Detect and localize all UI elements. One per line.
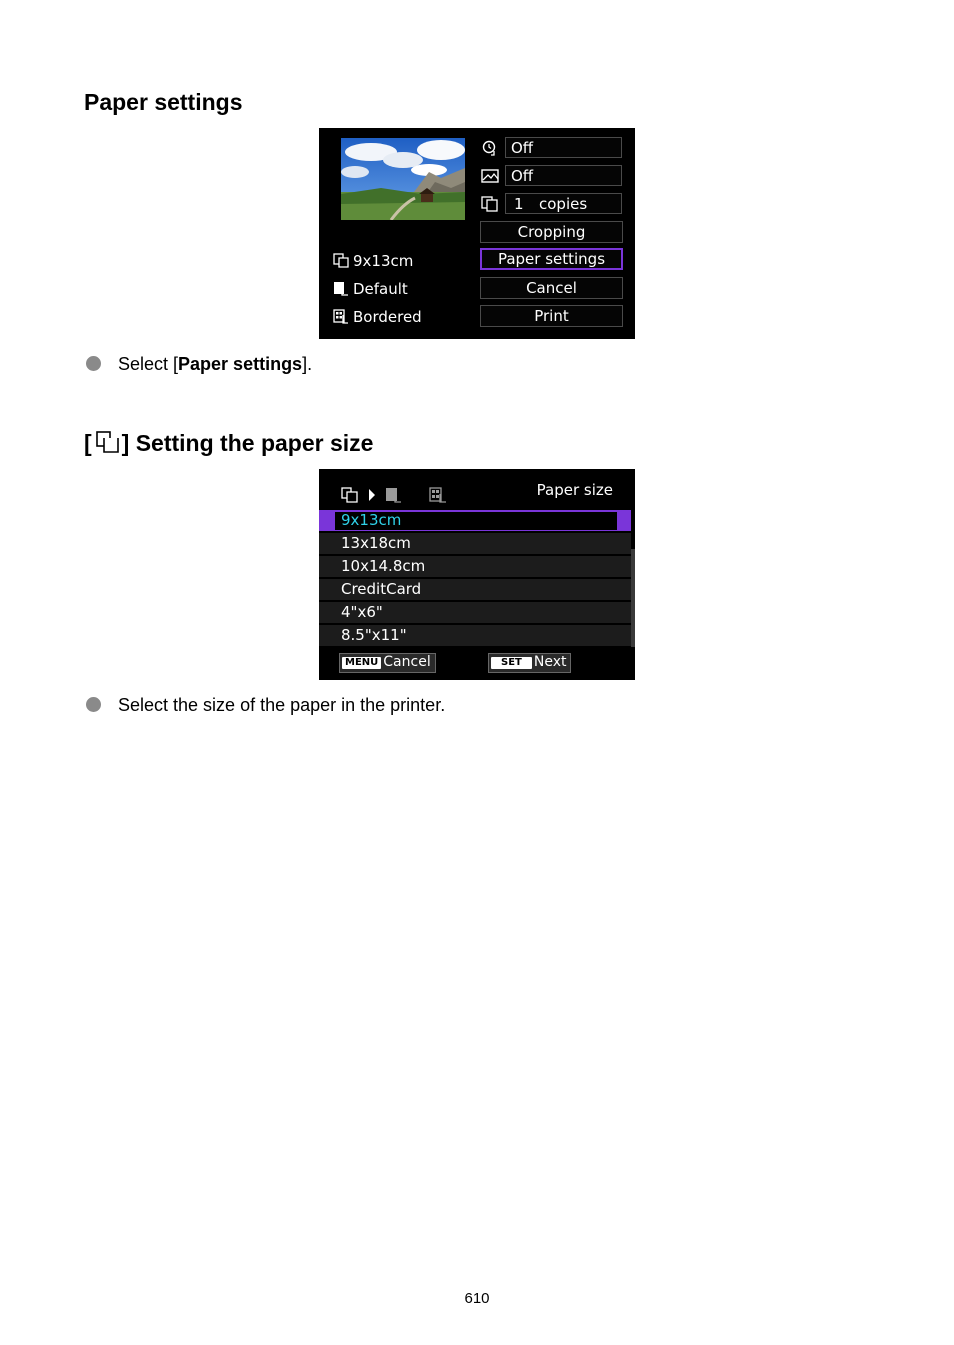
paper-size-option[interactable]	[319, 533, 631, 555]
instruction-prefix: Select [	[118, 354, 179, 374]
print-settings-screen	[319, 128, 635, 339]
menu-key-icon: MENU	[342, 657, 381, 669]
menu-cancel-label: Cancel	[383, 654, 431, 670]
instruction-select-paper-size	[86, 695, 445, 716]
instruction-select-paper-settings	[86, 354, 312, 375]
paper-size-option-label: 4"x6"	[341, 603, 383, 621]
paper-size-icon	[92, 430, 122, 454]
paper-size-option-label: 9x13cm	[341, 511, 402, 529]
paper-size-summary	[333, 252, 413, 270]
arrow-right-icon	[368, 488, 376, 502]
list-scrollbar[interactable]	[631, 549, 635, 647]
paper-size-option[interactable]	[319, 625, 631, 647]
paper-size-option[interactable]	[319, 556, 631, 578]
paper-size-icon	[333, 253, 349, 268]
copies-value[interactable]	[505, 193, 622, 214]
instruction-text: Select the size of the paper in the printer.	[118, 695, 446, 715]
paper-size-option-label: 8.5"x11"	[341, 626, 407, 644]
paper-size-tab-icon	[341, 487, 359, 503]
section-heading-paper-size	[84, 430, 373, 457]
cancel-button[interactable]: Cancel	[480, 277, 623, 299]
print-button[interactable]: Print	[480, 305, 623, 327]
copies-icon	[481, 196, 499, 212]
paper-type-icon	[333, 281, 349, 296]
paper-size-option[interactable]	[319, 602, 631, 624]
heading-text: ] Setting the paper size	[121, 430, 374, 456]
paper-size-summary-label: 9x13cm	[353, 252, 414, 270]
bullet-icon	[86, 697, 101, 712]
set-next-label: Next	[533, 654, 567, 670]
page-layout-summary	[333, 308, 422, 326]
page-layout-summary-label: Bordered	[353, 308, 422, 326]
instruction-bold: Paper settings	[178, 354, 303, 374]
paper-size-option[interactable]	[319, 579, 631, 601]
paper-size-screen	[319, 469, 635, 680]
paper-size-option-label: CreditCard	[341, 580, 422, 598]
page-layout-icon	[333, 309, 349, 324]
paper-settings-button[interactable]: Paper settings	[480, 248, 623, 270]
paper-size-option-label: 10x14.8cm	[341, 557, 426, 575]
date-print-text: Off	[511, 139, 534, 157]
section-heading-paper-settings: Paper settings	[84, 89, 243, 115]
paper-type-summary-label: Default	[353, 280, 408, 298]
effects-text: Off	[511, 167, 534, 185]
effects-value[interactable]	[505, 165, 622, 186]
cropping-button[interactable]: Cropping	[480, 221, 623, 243]
menu-cancel-button[interactable]	[339, 653, 436, 673]
paper-type-tab-icon	[385, 487, 403, 503]
screen-title: Paper size	[536, 481, 613, 499]
paper-type-summary	[333, 280, 408, 298]
page-layout-tab-icon	[429, 487, 447, 503]
instruction-suffix: ].	[302, 354, 313, 374]
page-number: 610	[464, 1290, 490, 1307]
copies-count: 1	[514, 195, 524, 213]
paper-size-option-selected[interactable]	[319, 510, 631, 532]
date-print-icon	[481, 140, 499, 156]
paper-size-option-label: 13x18cm	[341, 534, 411, 552]
bullet-icon	[86, 356, 101, 371]
print-preview-image	[341, 138, 465, 220]
copies-unit: copies	[539, 195, 588, 213]
effects-icon	[481, 168, 499, 184]
date-print-value[interactable]	[505, 137, 622, 158]
set-next-button[interactable]	[488, 653, 571, 673]
heading-bracket-open: [	[84, 430, 92, 456]
set-key-icon: SET	[491, 657, 532, 669]
